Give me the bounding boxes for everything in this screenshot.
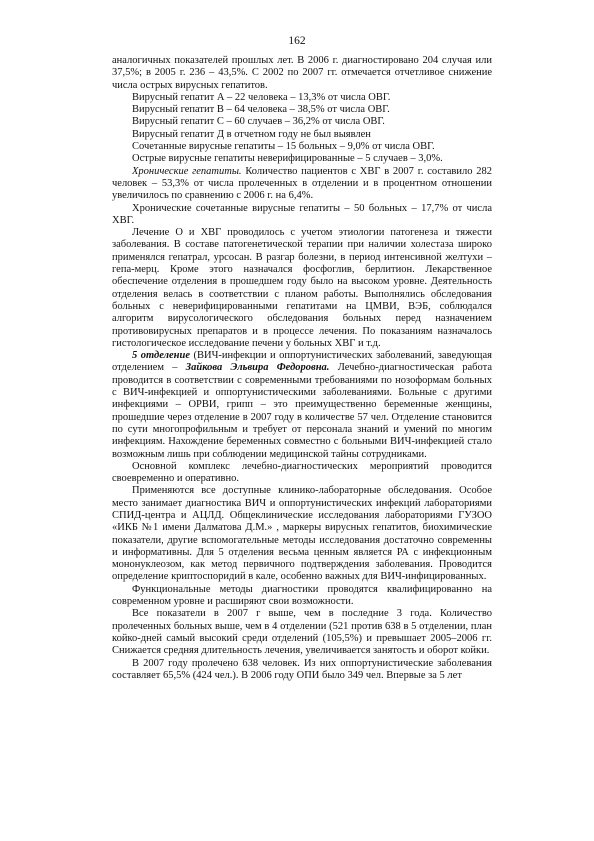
department-5-text-a: (ВИЧ-инфекции и оппортунистических заболеваний, заведующая отделением – — [112, 350, 492, 374]
department-5-text-b: Лечебно-диагностическая работа проводится в соответствии с современными требованиями по нозоформам больных с ВИЧ-инфекцией и оппортунистическими заболеваниями. Больные с другими инфекциями – ОРВИ, грипп – это преимущественно беременные женщины, прошедшие через отделение в 2007 году в количестве 57 чел. Отделение становится по сути многопрофильным и требует от персонала знаний и умений по многим инфекциям. Нахождение беременных совместно с больными ВИЧ-инфекцией стало возможным лишь при соблюдении медицинской тайны сотрудниками. — [112, 362, 493, 460]
paragraph-main-complex: Основной комплекс лечебно-диагностических мероприятий проводится своевременно и оперативно. — [112, 460, 492, 485]
paragraph-indicators: Все показатели в 2007 г выше, чем в последние 3 года. Количество пролеченных больных выше, чем в 4 отделении (521 против 638 в 5 отделении, план койко-дней самый высокий среди отделений (105,5%) и превышает 2005–2006 гг. Снижается средняя длительность лечения, увеличивается занятость и оборот койки. — [112, 608, 492, 657]
list-item-unverified-hepatitis: Острые вирусные гепатиты неверифицированные – 5 случаев – 3,0%. — [132, 153, 443, 165]
paragraph-laboratory: Применяются все доступные клинико-лабораторные обследования. Особое место занимает диагностика ВИЧ и оппортунистических инфекций лабораториями СПИД-центра и АЦЛД. Общеклинические исследования лабораториями ГУЗОО «ИКБ №1 имени Далматова Д.М.» , маркеры вирусных гепатитов, биохимические показатели, другие вспомогательные методы исследования достаточно современны и информативны. Для 5 отделения весьма ценным является РА с инфекционным мононуклеозом, как метод первичного подтверждения заболевания. Проводится определение криптоспоридий в кале, особенно важных для ВИЧ-инфицированных. — [112, 485, 492, 583]
list-item-hepatitis-d: Вирусный гепатит Д в отчетном году не был выявлен — [132, 128, 371, 140]
document-body — [112, 55, 492, 682]
paragraph-department-5 — [112, 350, 492, 461]
department-5-head-name: Зайкова Эльвира Федоровна. — [185, 362, 330, 374]
paragraph-year-2007: В 2007 году пролечено 638 человек. Из них оппортунистические заболевания составляет 65,5% (424 чел.). В 2006 году ОПИ было 349 чел. Впервые за 5 лет — [112, 657, 492, 681]
list-item-hepatitis-b: Вирусный гепатит В – 64 человека – 38,5% от числа ОВГ. — [132, 104, 390, 116]
paragraph-treatment: Лечение О и ХВГ проводилось с учетом этиологии патогенеза и тяжести заболевания. В составе патогенетической терапии при наличии холестаза широко применялся гепатрал, урсосан. В разгар болезни, в период интенсивной желтухи – гепа-мерц. Кроме этого назначался фосфоглив, берлитион. Лекарственное обеспечение отделения в прошедшем году было на высоком уровне. Деятельность отделения велась в соответствии с планом работы. Выполнялись обследования больных с неверифицированными гепатитами на ЦМВИ, ВЭБ, соблюдался алгоритм вирусологического обследования больных перед назначением противовирусных препаратов и в процессе лечения. По показаниям назначалось гистологическое исследование печени у больных ХВГ и т.д. — [112, 227, 492, 349]
chronic-hepatitis-term: Хронические гепатиты. — [132, 165, 242, 177]
list-item-combined-hepatitis: Сочетанные вирусные гепатиты – 15 больных – 9,0% от числа ОВГ. — [132, 141, 435, 153]
paragraph-functional-diagnostics: Функциональные методы диагностики проводятся квалифицированно на современном уровне и расширяют свои возможности. — [112, 583, 492, 608]
paragraph-chronic-combined: Хронические сочетанные вирусные гепатиты – 50 больных – 17,7% от числа ХВГ. — [112, 202, 492, 226]
department-5-term: 5 отделение — [132, 350, 191, 362]
paragraph-chronic-hepatitis — [112, 166, 492, 203]
list-item-hepatitis-c: Вирусный гепатит С – 60 случаев – 36,2% от числа ОВГ. — [132, 116, 385, 128]
list-item-hepatitis-a: Вирусный гепатит А – 22 человека – 13,3% от числа ОВГ. — [132, 91, 391, 103]
page-number: 162 — [288, 35, 306, 47]
chronic-hepatitis-text: Количество пациентов с ХВГ в 2007 г. составило 282 человек – 53,3% от числа пролеченных в отделении и в процентном отношении увеличилось по сравнению с 2006 г. на 6,4%. — [112, 165, 492, 202]
paragraph-intro: аналогичных показателей прошлых лет. В 2006 г. диагностировано 204 случая или 37,5%; в 2005 г. 236 – 43,5%. С 2002 по 2007 гг. отмечается отчетливое снижение числа острых вирусных гепатитов. — [112, 55, 492, 91]
